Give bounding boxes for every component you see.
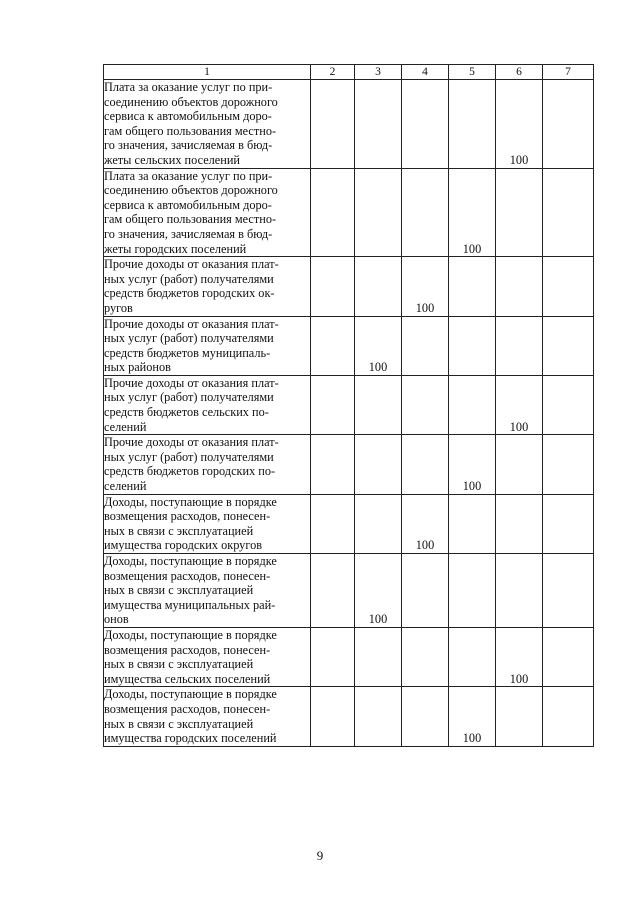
value-cell-col-6: 100 bbox=[496, 80, 543, 169]
value-cell-col-3 bbox=[355, 627, 402, 686]
row-description bbox=[104, 80, 311, 169]
description-line: селений bbox=[104, 419, 147, 434]
column-header-7: 7 bbox=[543, 65, 594, 80]
description-line: Прочие доходы от оказания плат- bbox=[104, 375, 279, 390]
value-cell-col-6 bbox=[496, 316, 543, 375]
value-cell-col-5 bbox=[449, 627, 496, 686]
value-cell-col-6: 100 bbox=[496, 375, 543, 434]
row-description bbox=[104, 257, 311, 316]
value-cell-col-6: 100 bbox=[496, 627, 543, 686]
value-cell-col-4 bbox=[402, 375, 449, 434]
value-cell-col-5: 100 bbox=[449, 687, 496, 746]
value-cell-col-7 bbox=[543, 375, 594, 434]
table-row bbox=[104, 80, 594, 169]
description-line: ных услуг (работ) получателями bbox=[104, 271, 274, 286]
table-row bbox=[104, 554, 594, 628]
value-cell-col-7 bbox=[543, 316, 594, 375]
value-cell-col-7 bbox=[543, 494, 594, 553]
description-line: ных в связи с эксплуатацией bbox=[104, 583, 254, 598]
description-line: Доходы, поступающие в порядке bbox=[104, 494, 277, 509]
value-cell-col-2 bbox=[311, 375, 355, 434]
value-cell-col-7 bbox=[543, 687, 594, 746]
value-cell-col-7 bbox=[543, 257, 594, 316]
value-cell-col-2 bbox=[311, 435, 355, 494]
description-line: жеты сельских поселений bbox=[104, 152, 240, 167]
table-row bbox=[104, 435, 594, 494]
value-cell-col-5: 100 bbox=[449, 168, 496, 257]
description-line: имущества городских округов bbox=[104, 538, 263, 553]
value-cell-col-4 bbox=[402, 554, 449, 628]
page-number: 9 bbox=[316, 848, 324, 863]
description-line: ных в связи с эксплуатацией bbox=[104, 523, 254, 538]
value-cell-col-7 bbox=[543, 627, 594, 686]
table-body bbox=[104, 80, 594, 747]
value-cell-col-6 bbox=[496, 435, 543, 494]
row-description bbox=[104, 168, 311, 257]
row-description bbox=[104, 687, 311, 746]
description-line: ных услуг (работ) получателями bbox=[104, 390, 274, 405]
value-cell-col-7 bbox=[543, 168, 594, 257]
description-line: средств бюджетов муниципаль- bbox=[104, 345, 271, 360]
table-row bbox=[104, 494, 594, 553]
row-description bbox=[104, 627, 311, 686]
value-cell-col-5 bbox=[449, 80, 496, 169]
description-line: Прочие доходы от оказания плат- bbox=[104, 316, 279, 331]
description-line: ных районов bbox=[104, 360, 171, 375]
value-cell-col-4 bbox=[402, 687, 449, 746]
description-line: Доходы, поступающие в порядке bbox=[104, 554, 277, 568]
value-cell-col-2 bbox=[311, 168, 355, 257]
description-line: сервиса к автомобильным доро- bbox=[104, 197, 272, 212]
description-line: средств бюджетов сельских по- bbox=[104, 405, 269, 420]
value-cell-col-2 bbox=[311, 554, 355, 628]
description-line: возмещения расходов, понесен- bbox=[104, 568, 271, 583]
value-cell-col-3 bbox=[355, 494, 402, 553]
description-line: Плата за оказание услуг по при- bbox=[104, 168, 273, 183]
value-cell-col-4 bbox=[402, 435, 449, 494]
description-line: ругов bbox=[104, 300, 133, 315]
value-cell-col-4 bbox=[402, 80, 449, 169]
description-line: средств бюджетов городских ок- bbox=[104, 286, 275, 301]
value-cell-col-2 bbox=[311, 494, 355, 553]
value-cell-col-3: 100 bbox=[355, 316, 402, 375]
row-description bbox=[104, 375, 311, 434]
column-header-3: 3 bbox=[355, 65, 402, 80]
description-line: возмещения расходов, понесен- bbox=[104, 509, 271, 524]
value-cell-col-5 bbox=[449, 554, 496, 628]
value-cell-col-5 bbox=[449, 375, 496, 434]
description-line: жеты городских поселений bbox=[104, 241, 247, 256]
value-cell-col-2 bbox=[311, 687, 355, 746]
description-line: возмещения расходов, понесен- bbox=[104, 642, 271, 657]
value-cell-col-3 bbox=[355, 80, 402, 169]
value-cell-col-3 bbox=[355, 375, 402, 434]
value-cell-col-7 bbox=[543, 80, 594, 169]
value-cell-col-4 bbox=[402, 168, 449, 257]
table-row bbox=[104, 257, 594, 316]
description-line: возмещения расходов, понесен- bbox=[104, 701, 271, 716]
description-line: гам общего пользования местно- bbox=[104, 123, 277, 138]
value-cell-col-3 bbox=[355, 257, 402, 316]
description-line: ных в связи с эксплуатацией bbox=[104, 716, 254, 731]
value-cell-col-4 bbox=[402, 316, 449, 375]
header-row bbox=[104, 65, 594, 80]
value-cell-col-5: 100 bbox=[449, 435, 496, 494]
value-cell-col-4: 100 bbox=[402, 257, 449, 316]
value-cell-col-5 bbox=[449, 316, 496, 375]
value-cell-col-2 bbox=[311, 627, 355, 686]
column-header-2: 2 bbox=[311, 65, 355, 80]
description-line: имущества сельских поселений bbox=[104, 671, 271, 686]
column-header-1: 1 bbox=[104, 65, 311, 80]
description-line: Плата за оказание услуг по при- bbox=[104, 80, 273, 94]
description-line: Прочие доходы от оказания плат- bbox=[104, 257, 279, 272]
revenue-table bbox=[103, 64, 594, 747]
value-cell-col-5 bbox=[449, 494, 496, 553]
value-cell-col-6 bbox=[496, 168, 543, 257]
value-cell-col-3 bbox=[355, 687, 402, 746]
table-row bbox=[104, 168, 594, 257]
column-header-4: 4 bbox=[402, 65, 449, 80]
value-cell-col-5 bbox=[449, 257, 496, 316]
description-line: ных в связи с эксплуатацией bbox=[104, 657, 254, 672]
table-row bbox=[104, 687, 594, 746]
value-cell-col-6 bbox=[496, 687, 543, 746]
description-line: соединению объектов дорожного bbox=[104, 94, 278, 109]
value-cell-col-6 bbox=[496, 494, 543, 553]
description-line: онов bbox=[104, 612, 129, 627]
description-line: гам общего пользования местно- bbox=[104, 212, 277, 227]
description-line: Доходы, поступающие в порядке bbox=[104, 687, 277, 702]
description-line: имущества муниципальных рай- bbox=[104, 597, 276, 612]
description-line: Прочие доходы от оказания плат- bbox=[104, 435, 279, 450]
description-line: Доходы, поступающие в порядке bbox=[104, 627, 277, 642]
description-line: имущества городских поселений bbox=[104, 731, 277, 746]
table-row bbox=[104, 316, 594, 375]
column-header-6: 6 bbox=[496, 65, 543, 80]
value-cell-col-4: 100 bbox=[402, 494, 449, 553]
row-description bbox=[104, 554, 311, 628]
value-cell-col-3: 100 bbox=[355, 554, 402, 628]
description-line: средств бюджетов городских по- bbox=[104, 464, 276, 479]
value-cell-col-2 bbox=[311, 80, 355, 169]
description-line: селений bbox=[104, 479, 147, 494]
description-line: ных услуг (работ) получателями bbox=[104, 449, 274, 464]
row-description bbox=[104, 316, 311, 375]
description-line: сервиса к автомобильным доро- bbox=[104, 109, 272, 124]
row-description bbox=[104, 494, 311, 553]
value-cell-col-4 bbox=[402, 627, 449, 686]
column-header-5: 5 bbox=[449, 65, 496, 80]
description-line: ных услуг (работ) получателями bbox=[104, 331, 274, 346]
description-line: соединению объектов дорожного bbox=[104, 183, 278, 198]
value-cell-col-7 bbox=[543, 554, 594, 628]
value-cell-col-2 bbox=[311, 257, 355, 316]
value-cell-col-2 bbox=[311, 316, 355, 375]
description-line: го значения, зачисляемая в бюд- bbox=[104, 226, 273, 241]
value-cell-col-6 bbox=[496, 257, 543, 316]
value-cell-col-3 bbox=[355, 435, 402, 494]
table-row bbox=[104, 375, 594, 434]
table-row bbox=[104, 627, 594, 686]
value-cell-col-7 bbox=[543, 435, 594, 494]
value-cell-col-6 bbox=[496, 554, 543, 628]
description-line: го значения, зачисляемая в бюд- bbox=[104, 138, 273, 153]
row-description bbox=[104, 435, 311, 494]
value-cell-col-3 bbox=[355, 168, 402, 257]
